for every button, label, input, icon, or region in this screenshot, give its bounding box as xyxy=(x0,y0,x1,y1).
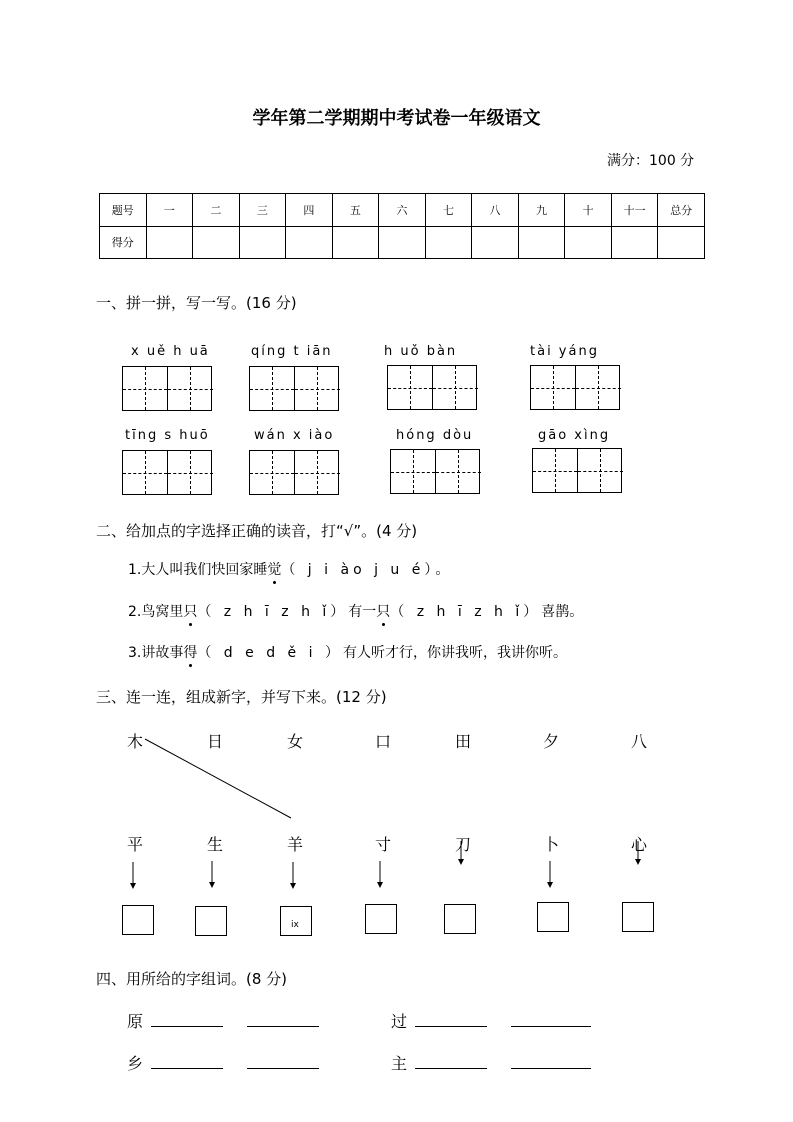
component-bottom[interactable]: 寸 xyxy=(375,835,392,854)
pinyin-label: hóng dòu xyxy=(396,428,474,443)
table-cell: 十 xyxy=(565,194,612,227)
pinyin-label: wán x iào xyxy=(254,428,335,443)
radical-top[interactable]: 田 xyxy=(455,732,472,751)
component-bottom[interactable]: 平 xyxy=(127,835,144,854)
table-cell: 十一 xyxy=(611,194,658,227)
component-bottom[interactable]: 卜 xyxy=(543,835,560,854)
question-text: 讲故事 xyxy=(141,645,184,661)
answer-box[interactable] xyxy=(444,904,476,934)
table-cell: 五 xyxy=(332,194,379,227)
pinyin-label: qíng t iān xyxy=(251,344,333,359)
answer-line[interactable] xyxy=(511,1068,591,1069)
box-note: ix xyxy=(291,920,299,930)
answer-line[interactable] xyxy=(247,1068,319,1069)
table-cell: 得分 xyxy=(100,226,147,259)
word-char: 主 xyxy=(391,1054,408,1073)
answer-line[interactable] xyxy=(247,1026,319,1027)
question-text: 鸟窝里 xyxy=(141,604,184,620)
table-cell: 八 xyxy=(472,194,519,227)
table-cell: 四 xyxy=(286,194,333,227)
pinyin-label: tài yáng xyxy=(530,344,599,359)
table-cell: 七 xyxy=(425,194,472,227)
answer-line[interactable] xyxy=(151,1026,223,1027)
question-number: 1. xyxy=(128,562,142,578)
answer-box[interactable] xyxy=(195,906,227,936)
page-title: 学年第二学期期中考试卷一年级语文 xyxy=(252,108,541,129)
pronunciation-options[interactable]: （ d e d ě i ） xyxy=(197,645,343,661)
answer-box[interactable] xyxy=(122,905,154,935)
dotted-character: 得 xyxy=(183,645,198,661)
dotted-character: 只 xyxy=(183,604,198,620)
radical-top[interactable]: 日 xyxy=(207,732,224,751)
component-bottom[interactable]: 生 xyxy=(207,835,224,854)
section1-heading: 一、拼一拼，写一写。(16 分) xyxy=(96,294,297,312)
connect-line xyxy=(145,739,291,818)
component-bottom[interactable]: 羊 xyxy=(287,835,304,854)
answer-line[interactable] xyxy=(415,1026,487,1027)
pinyin-label: tīng s huō xyxy=(125,428,210,443)
section4-heading: 四、用所给的字组词。(8 分) xyxy=(96,970,288,988)
question-text: 有一 xyxy=(348,604,377,620)
radical-top[interactable]: 女 xyxy=(287,732,304,751)
dotted-character: 只 xyxy=(376,604,391,620)
pinyin-label: x uě h uā xyxy=(131,344,210,359)
answer-box[interactable] xyxy=(365,904,397,934)
word-char: 原 xyxy=(127,1012,144,1031)
word-char: 乡 xyxy=(127,1054,144,1073)
question-text: 喜鹊。 xyxy=(541,604,584,620)
answer-box[interactable] xyxy=(280,906,312,936)
table-cell: 题号 xyxy=(100,194,147,227)
radical-top[interactable]: 夕 xyxy=(543,732,560,751)
word-char: 过 xyxy=(391,1012,408,1031)
table-cell: 一 xyxy=(146,194,193,227)
pronunciation-options[interactable]: （ z h ī z h ǐ） xyxy=(197,604,349,620)
pronunciation-options[interactable]: （ j i ào j u é） xyxy=(281,562,436,578)
pinyin-label: h uǒ bàn xyxy=(384,344,458,359)
answer-line[interactable] xyxy=(511,1026,591,1027)
pinyin-label: gāo xìng xyxy=(538,428,611,443)
question-number: 3. xyxy=(128,645,142,661)
table-cell: 三 xyxy=(239,194,286,227)
answer-box[interactable] xyxy=(537,902,569,932)
question-text: 有人听才行，你讲我听，我讲你听。 xyxy=(342,645,567,661)
table-cell: 九 xyxy=(518,194,565,227)
component-bottom[interactable]: 心 xyxy=(631,835,648,854)
question-text: 大人叫我们快回家睡 xyxy=(141,562,268,578)
question-text: 。 xyxy=(435,562,450,578)
radical-top[interactable]: 木 xyxy=(127,732,144,751)
pronunciation-options[interactable]: （ z h ī z h ǐ） xyxy=(390,604,542,620)
table-cell: 总分 xyxy=(658,194,705,227)
answer-line[interactable] xyxy=(415,1068,487,1069)
question-number: 2. xyxy=(128,604,142,620)
component-bottom[interactable]: 刀 xyxy=(455,835,472,854)
answer-line[interactable] xyxy=(151,1068,223,1069)
section3-heading: 三、连一连，组成新字，并写下来。(12 分) xyxy=(96,688,387,706)
dotted-character: 觉 xyxy=(267,562,282,578)
full-score: 满分：100 分 xyxy=(607,153,695,169)
answer-box[interactable] xyxy=(622,902,654,932)
table-cell: 二 xyxy=(193,194,240,227)
table-cell: 六 xyxy=(379,194,426,227)
section2-heading: 二、给加点的字选择正确的读音，打“√”。(4 分) xyxy=(96,522,418,540)
radical-top[interactable]: 八 xyxy=(631,732,648,751)
radical-top[interactable]: 口 xyxy=(375,732,392,751)
